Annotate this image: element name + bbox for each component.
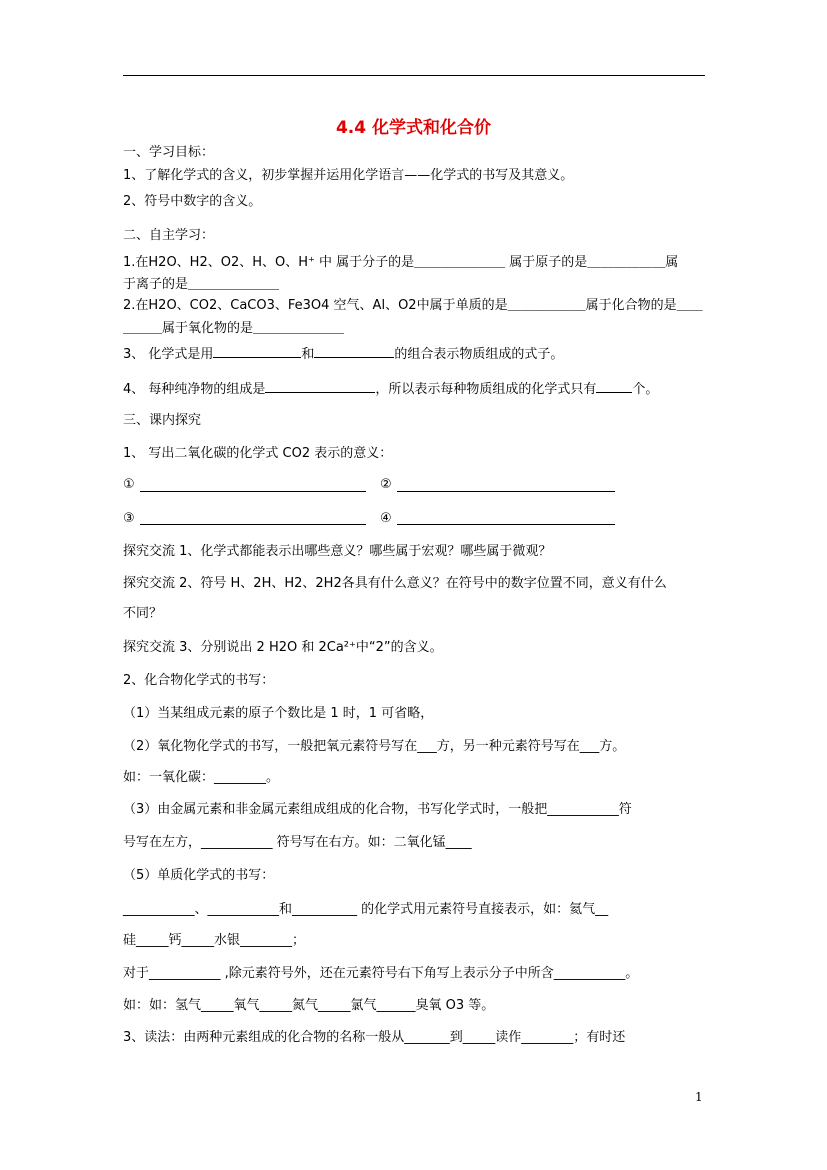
rule-1: （1）当某组成元素的原子个数比是 1 时，1 可省略， [123, 706, 434, 721]
rule-5-line1: ___________、___________和__________ 的化学式用元素符号直接表示，如：氦气__ [123, 902, 609, 917]
answer-blank-3[interactable] [140, 524, 366, 525]
q4-mid: ，所以表示每种物质组成的化学式只有 [375, 382, 597, 397]
header-rule [123, 75, 705, 76]
mark-2: ② [380, 477, 392, 492]
q3-blank2[interactable] [314, 345, 394, 358]
answer-blank-4[interactable] [397, 524, 615, 525]
explore-3: 探究交流 3、分别说出 2 H2O 和 2Ca²⁺中“2”的含义。 [123, 640, 443, 655]
page-number: 1 [695, 1090, 703, 1104]
rule-5-line2: 硅_____钙_____水银________； [123, 933, 306, 948]
q2-line2: ＿＿＿属于氧化物的是＿＿＿＿＿＿＿ [123, 321, 345, 336]
q1-line2: 于离子的是＿＿＿＿＿＿＿ [123, 277, 280, 292]
reading-rule: 3、读法：由两种元素组成的化合物的名称一般从_______到_____读作________；有时还 [123, 1030, 626, 1045]
q4-line [123, 380, 658, 399]
q2-line1: 2.在H2O、CO2、CaCO3、Fe3O4 空气、Al、O2中属于单质的是＿＿＿＿＿＿属于化合物的是＿＿ [123, 298, 703, 313]
q4-blank2[interactable] [596, 380, 632, 393]
explore-2-line2: 不同？ [123, 606, 163, 621]
rule-5-line4: 如：如：氢气_____氧气_____氮气_____氯气______臭氧 O3 等。 [123, 998, 495, 1013]
section3-heading: 三、课内探究 [123, 413, 202, 428]
compound-formula-heading: 2、化合物化学式的书写： [123, 673, 275, 688]
rule-3-line2: 号写在左方，___________ 符号写在右方。如：二氧化锰____ [123, 835, 472, 850]
rule-5-heading: （5）单质化学式的书写： [123, 868, 275, 883]
section2-heading: 二、自主学习： [123, 228, 215, 243]
goal-2: 2、符号中数字的含义。 [123, 194, 262, 209]
q1-line1: 1.在H2O、H2、O2、H、O、H⁺ 中 属于分子的是＿＿＿＿＿＿＿ 属于原子的是＿＿＿＿＿＿属 [123, 255, 679, 270]
section1-heading: 一、学习目标： [123, 145, 215, 160]
rule-2: （2）氧化物化学式的书写，一般把氧元素符号写在___方，另一种元素符号写在___方。 [123, 739, 626, 754]
mark-1: ① [123, 477, 135, 492]
q3-blank1[interactable] [213, 345, 301, 358]
answer-blank-2[interactable] [397, 491, 615, 492]
rule-5-line3: 对于___________ ,除元素符号外，还在元素符号右下角写上表示分子中所含___________。 [123, 966, 639, 981]
co2-question: 1、 写出二氧化碳的化学式 CO2 表示的意义： [123, 446, 393, 461]
q3-line [123, 345, 563, 364]
q4-post: 个。 [632, 382, 659, 397]
goal-1: 1、了解化学式的含义，初步掌握并运用化学语言——化学式的书写及其意义。 [123, 168, 574, 183]
page-title: 4.4 化学式和化合价 [335, 118, 492, 138]
q3-post: 的组合表示物质组成的式子。 [394, 347, 564, 362]
explore-1: 探究交流 1、化学式都能表示出哪些意义？哪些属于宏观？哪些属于微观？ [123, 544, 552, 559]
q4-pre: 4、 每种纯净物的组成是 [123, 382, 266, 397]
q4-blank1[interactable] [265, 380, 375, 393]
q3-pre: 3、 化学式是用 [123, 347, 214, 362]
rule-2-example: 如：一氧化碳：________。 [123, 770, 280, 785]
answer-blank-1[interactable] [140, 491, 366, 492]
mark-3: ③ [123, 511, 135, 526]
mark-4: ④ [380, 511, 392, 526]
explore-2-line1: 探究交流 2、符号 H、2H、H2、2H2各具有什么意义？在符号中的数字位置不同，意义有什么 [123, 576, 667, 591]
q3-mid: 和 [301, 347, 315, 362]
rule-3-line1: （3）由金属元素和非金属元素组成组成的化合物，书写化学式时，一般把___________符 [123, 802, 632, 817]
